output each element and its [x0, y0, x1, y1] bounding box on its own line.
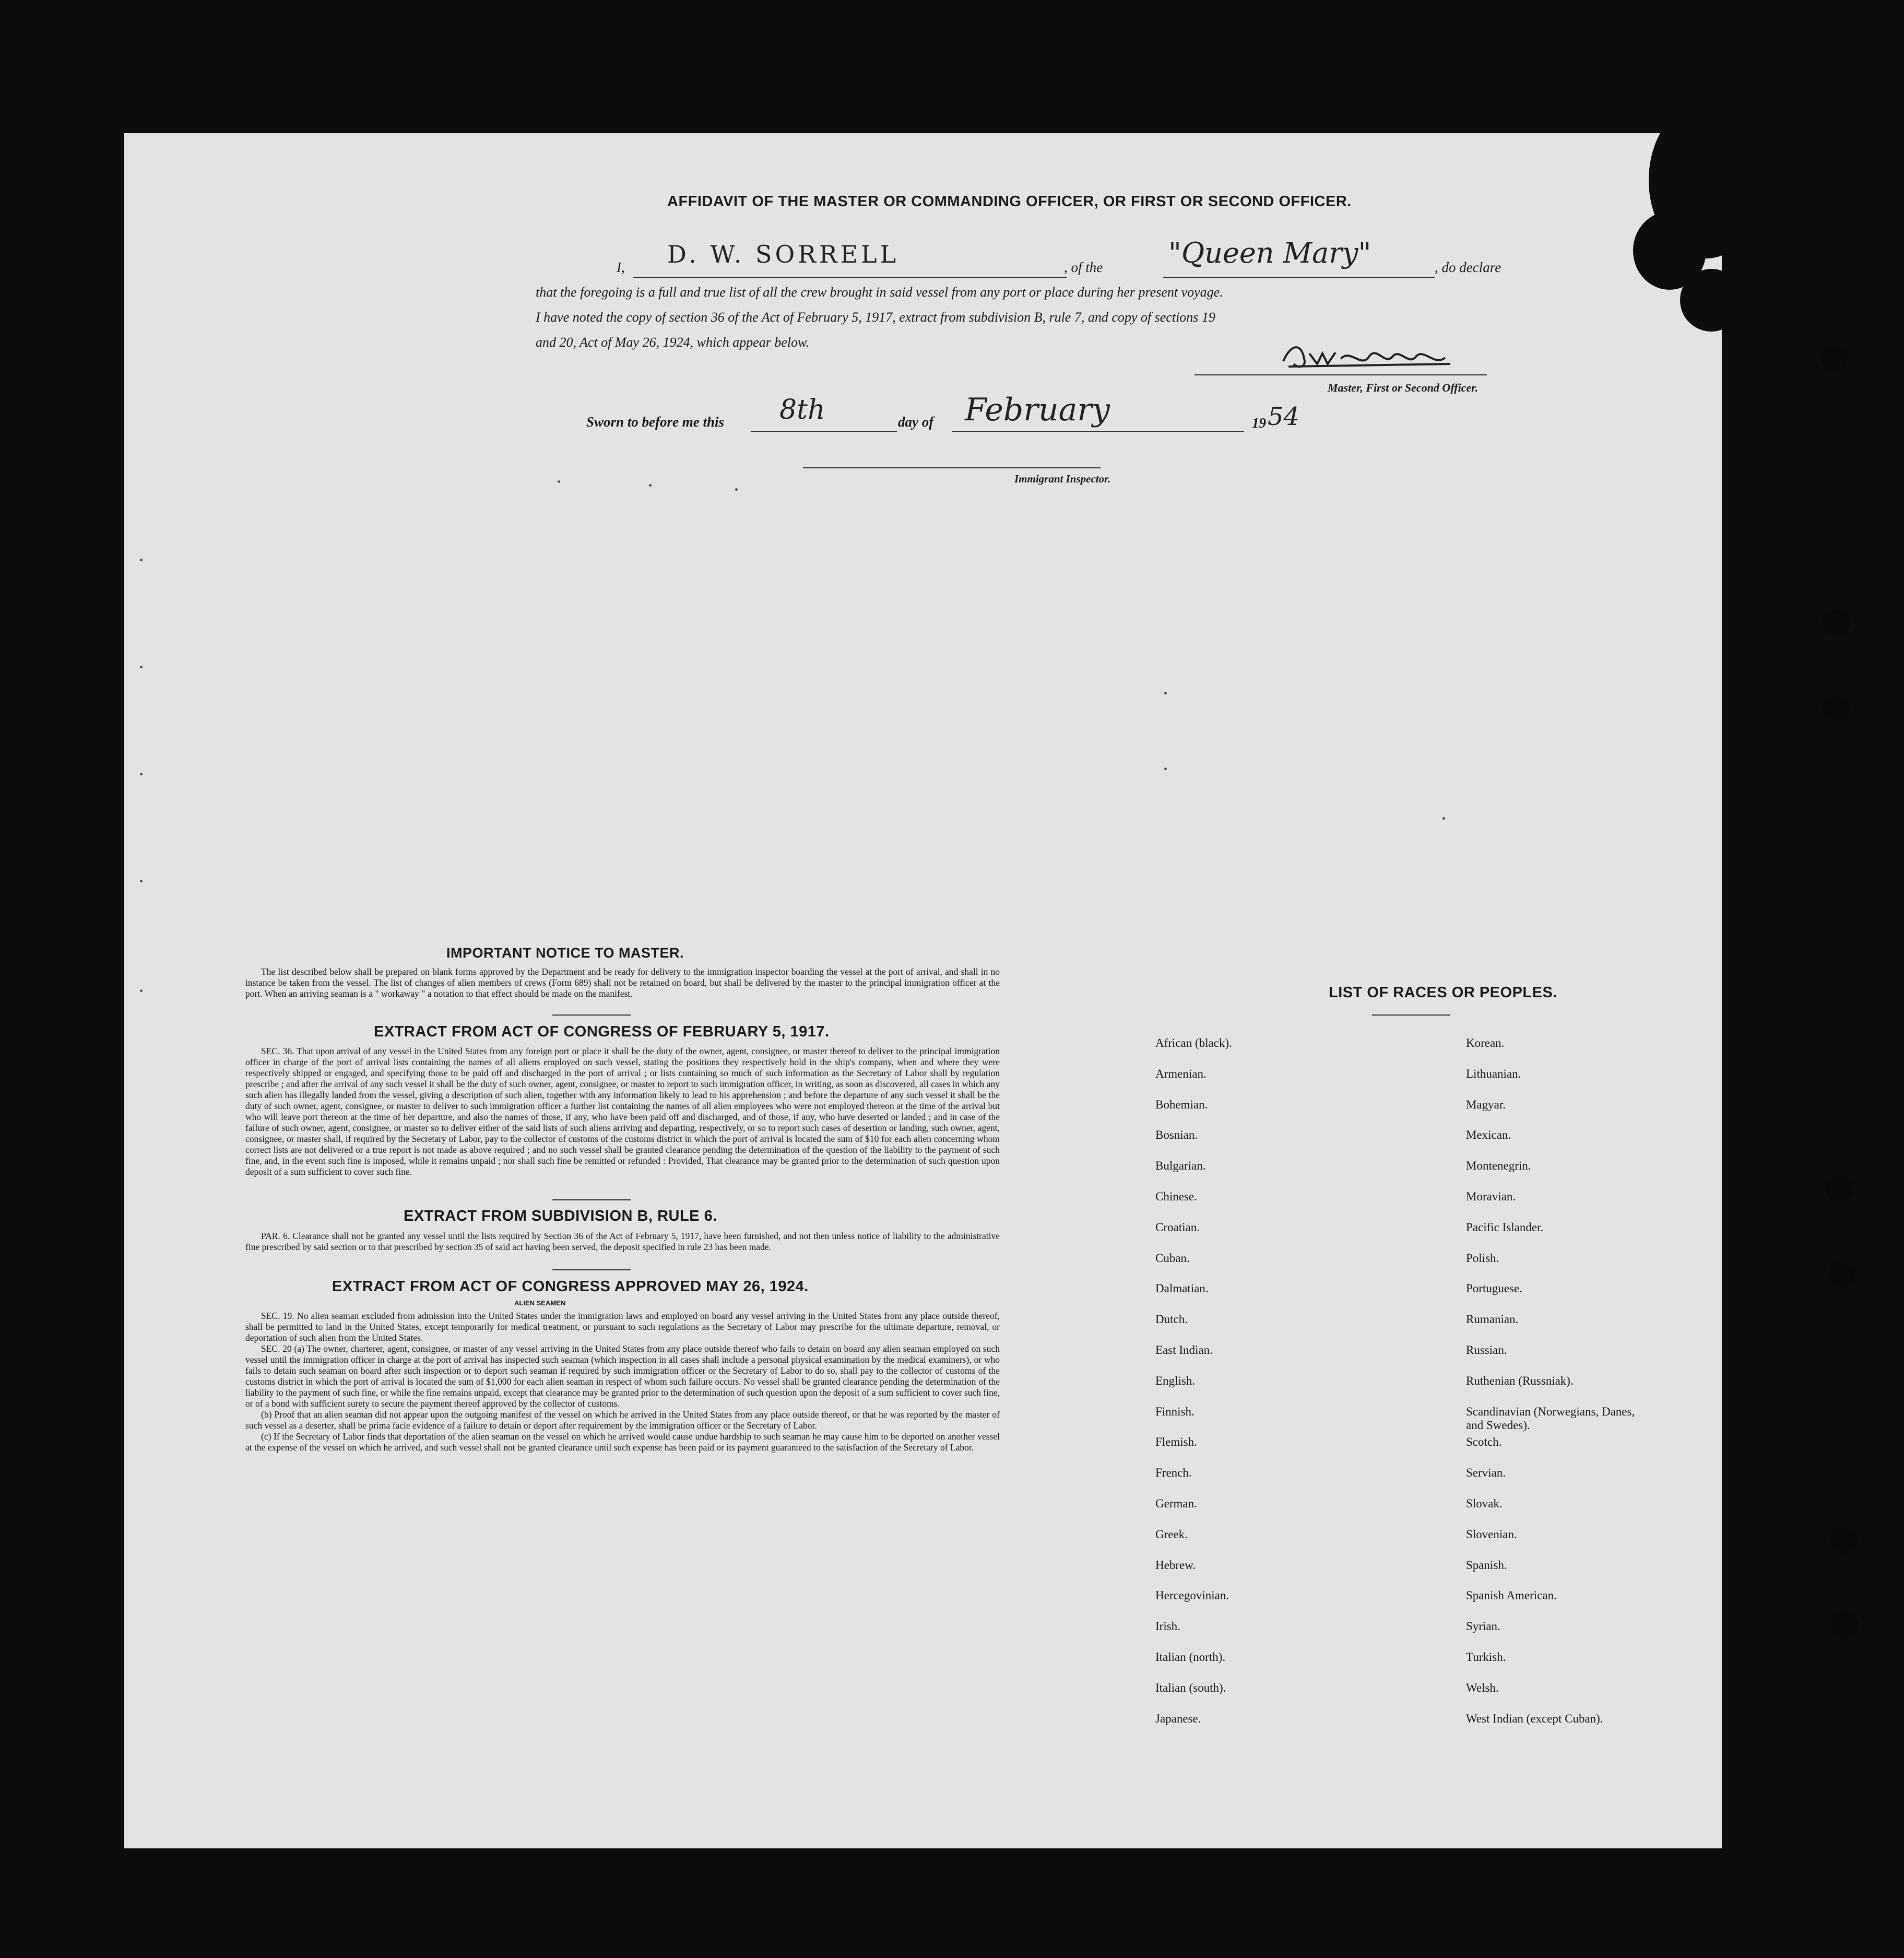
extract-1924-title: EXTRACT FROM ACT OF CONGRESS APPROVED MAY 26, 1924.: [332, 1278, 809, 1295]
master-name-handwritten: D. W. SORRELL: [667, 240, 900, 268]
race-item: Dutch.: [1155, 1313, 1188, 1326]
extract-1924-subtitle: ALIEN SEAMEN: [514, 1299, 566, 1307]
binder-hole: [1830, 1526, 1857, 1553]
race-item: Korean.: [1466, 1036, 1505, 1049]
affidavit-pronoun: I,: [617, 260, 625, 275]
race-item: Croatian.: [1155, 1220, 1200, 1234]
binder-hole: [1828, 1261, 1855, 1289]
bleed-dot: [649, 484, 652, 487]
race-item: Bohemian.: [1155, 1098, 1208, 1111]
binder-hole: [1831, 1611, 1859, 1638]
race-item: Armenian.: [1155, 1067, 1207, 1080]
race-item: Russian.: [1466, 1343, 1507, 1357]
sworn-month-line: [952, 431, 1244, 432]
race-item: Irish.: [1155, 1620, 1180, 1633]
race-item: Greek.: [1155, 1527, 1188, 1541]
sec-20b-paragraph: (b) Proof that an alien seaman did not appear upon the outgoing manifest of the vessel on which he arrived in the United States from any place outside thereof, or that he was reported by the master of such vessel as a deserter, shall be prima facie evidence of a failure to detain or deport after requirement by the immigration officer or the Secretary of Labor.: [245, 1409, 1000, 1431]
race-item: Slovak.: [1466, 1497, 1503, 1510]
race-item: Hercegovinian.: [1155, 1589, 1229, 1602]
race-item: Rumanian.: [1466, 1313, 1519, 1326]
race-item: Ruthenian (Russniak).: [1466, 1374, 1574, 1387]
race-item: Portuguese.: [1466, 1282, 1522, 1295]
vessel-name-line: [1163, 277, 1435, 278]
bleed-dot: [140, 880, 143, 882]
signature-caption: Master, First or Second Officer.: [1328, 381, 1479, 394]
race-item: Montenegrin.: [1466, 1159, 1531, 1173]
race-item: Lithuanian.: [1466, 1067, 1521, 1080]
bleed-dot: [558, 480, 560, 483]
sworn-prefix: Sworn to before me this: [586, 414, 725, 430]
bleed-dot: [1164, 768, 1167, 770]
inspector-caption: Immigrant Inspector.: [1014, 473, 1111, 485]
race-item: Scandinavian (Norwegians, Danes, and Swedes).: [1466, 1405, 1635, 1432]
race-item: Finnish.: [1155, 1405, 1195, 1418]
race-item: African (black).: [1155, 1036, 1232, 1049]
day-of-label: day of: [898, 414, 934, 430]
race-item: German.: [1155, 1497, 1197, 1510]
binder-hole: [1823, 609, 1850, 636]
bleed-dot: [140, 989, 143, 992]
binder-hole: [1823, 695, 1850, 723]
races-title: LIST OF RACES OR PEOPLES.: [1329, 984, 1557, 1001]
bleed-dot: [1164, 692, 1167, 694]
bleed-dot: [735, 488, 738, 491]
torn-corner-bottom: [1680, 269, 1743, 332]
subdivision-title: EXTRACT FROM SUBDIVISION B, RULE 6.: [404, 1208, 717, 1224]
affidavit-title: AFFIDAVIT OF THE MASTER OR COMMANDING OFFICER, OR FIRST OR SECOND OFFICER.: [667, 193, 1352, 210]
race-item: Turkish.: [1466, 1650, 1506, 1664]
race-item: Chinese.: [1155, 1190, 1197, 1203]
extract-1924-text: [245, 1311, 1000, 1453]
of-the-label: , of the: [1064, 260, 1103, 275]
binder-hole: [1826, 1176, 1853, 1203]
sec-36-paragraph: SEC. 36. That upon arrival of any vessel in the United States from any foreign port or place it shall be the duty of the owner, agent, consignee, or master thereof to deliver to the principal immigration officer in charge of the port of arrival lists containing the names of all aliens employed on such vessel, stating the positions they respectively hold in the ship's company, when and where they were respectively shipped or engaged, and specifying those to be paid off and discharged in the port of arrival ; or lists containing so much of such information as the Secretary of Labor shall by regulation prescribe ; and after the arrival of any such vessel it shall be the duty of such owner, agent, consignee, or master to report to such immigration officer, in writing, as soon as discovered, all cases in which any such alien has illegally landed from the vessel, giving a description of such alien, together with any information likely to lead to his apprehension ; and before the departure of any such vessel it shall be the duty of such owner, agent, consignee, or master to deliver to such immigration officer a further list containing the names of all alien employees who were not employed thereon at the time of the arrival but who will leave port thereon at the time of her departure, and also the names of those, if any, who have been paid off and discharged, and of those, if any, who have deserted or landed ; and in case of the failure of such owner, agent, consignee, or master so to deliver either of the said lists of such aliens arriving and departing, respectively, or so to report such cases of desertion or landing, such owner, agent, consignee, or master shall, if required by the Secretary of Labor, pay to the collector of customs of the customs district in which the port of arrival is located the sum of $10 for each alien concerning whom correct lists are not delivered or a true report is not made as above required ; and no such vessel shall be granted clearance pending the determination of the question of the liability to the payment of such fine, and, in the event such fine is imposed, while it remains unpaid ; nor shall such fine be remitted or refunded : Provided, That clearance may be granted prior to the determination of such question upon deposit of a sum sufficient to cover such fine.: [245, 1046, 1000, 1177]
sworn-month-handwritten: February: [965, 392, 1110, 428]
race-item: Bosnian.: [1155, 1128, 1198, 1142]
extract-1917-text: [245, 1046, 1000, 1177]
notice-title: IMPORTANT NOTICE TO MASTER.: [446, 945, 684, 961]
race-item: Hebrew.: [1155, 1558, 1196, 1572]
race-item: Dalmatian.: [1155, 1282, 1209, 1295]
sec-20a-paragraph: SEC. 20 (a) The owner, charterer, agent, consignee, or master of any vessel arriving in the United States from any place outside thereof who fails to detain on board any alien seaman employed on such vessel until the immigration officer in charge at the port of arrival has inspected such seaman (which inspection in all cases shall include a personal physical examination by the medical examiners), or who fails to detain such seaman on board after such inspection or to deport such seaman if required by such immigration officer or the Secretary of Labor to do so, shall pay to the collector of customs of the customs district in which the port of arrival is located the sum of $1,000 for each alien seaman in respect of whom such failure occurs. No vessel shall be granted clearance pending the determination of the liability to the payment of such fine, or while the fine remains unpaid, except that clearance may be granted prior to the determination of such question upon the deposit of a sum sufficient to cover such fine, or of a bond with sufficient surety to secure the payment thereof approved by the collector of customs.: [245, 1343, 1000, 1409]
race-item: Magyar.: [1466, 1098, 1506, 1111]
sec-19-paragraph: SEC. 19. No alien seaman excluded from admission into the United States under the immigration laws and employed on board any vessel arriving in the United States from any place outside thereof, shall be permitted to land in the United States, except temporarily for medical treatment, or pursuant to such regulations as the Secretary of Labor may prescribe for the ultimate departure, removal, or deportation of such alien from the United States.: [245, 1311, 1000, 1343]
race-item: Syrian.: [1466, 1620, 1500, 1633]
race-item: Spanish American.: [1466, 1589, 1557, 1602]
divider-1: [552, 1015, 631, 1016]
race-item: East Indian.: [1155, 1343, 1213, 1357]
race-item: Mexican.: [1466, 1128, 1511, 1142]
notice-text: [245, 966, 1000, 999]
year-suffix-handwritten: 54: [1268, 402, 1300, 431]
bleed-dot: [1442, 817, 1445, 820]
race-item: Polish.: [1466, 1251, 1499, 1265]
race-item: Bulgarian.: [1155, 1159, 1206, 1173]
race-item: West Indian (except Cuban).: [1466, 1712, 1603, 1725]
signature-line: [1195, 374, 1487, 375]
bleed-dot: [140, 666, 143, 668]
race-item: English.: [1155, 1374, 1196, 1387]
extract-1917-title: EXTRACT FROM ACT OF CONGRESS OF FEBRUARY 5, 1917.: [374, 1023, 830, 1040]
race-item: Pacific Islander.: [1466, 1220, 1544, 1234]
race-item: Italian (south).: [1155, 1681, 1226, 1694]
par-6-paragraph: PAR. 6. Clearance shall not be granted any vessel until the lists required by Section 36 of the Act of February 5, 1917, have been furnished, and not then unless notice of liability to the administrative fine prescribed by said section or to that prescribed by section 35 of said act having been served, the deposit specified in rule 23 has been made.: [245, 1231, 1000, 1252]
bleed-dot: [140, 559, 143, 561]
race-item: Slovenian.: [1466, 1527, 1517, 1541]
sec-20c-paragraph: (c) If the Secretary of Labor finds that deportation of the alien seaman on the vessel on which he arrived would cause undue hardship to such seaman he may cause him to be deported on another vessel at the expense of the vessel on which he arrived, and such vessel shall not be granted clearance until such expense has been paid or its payment guaranteed to the satisfaction of the Secretary of Labor.: [245, 1431, 1000, 1453]
race-item: Flemish.: [1155, 1435, 1197, 1449]
divider-3: [552, 1269, 631, 1270]
notice-paragraph: The list described below shall be prepared on blank forms approved by the Department and be ready for delivery to the immigration inspector boarding the vessel at the port of arrival, and shall in no instance be taken from the vessel. The list of changes of alien members of crews (Form 689) shall not be retained on board, but shall be delivered by the master to the principal immigration officer at the port. When an arriving seaman is a " workaway " a notation to that effect should be made on the manifest.: [245, 966, 1000, 999]
affidavit-line-2: that the foregoing is a full and true list of all the crew brought in said vessel from any port or place during her present voyage.: [536, 285, 1223, 300]
master-name-line: [633, 277, 1067, 278]
subdivision-text: [245, 1231, 1000, 1253]
race-item: Japanese.: [1155, 1712, 1201, 1725]
race-item: Scotch.: [1466, 1435, 1502, 1449]
vessel-name-handwritten: "Queen Mary": [1168, 237, 1371, 269]
race-item: Cuban.: [1155, 1251, 1190, 1265]
race-item: Italian (north).: [1155, 1650, 1226, 1664]
race-item: Servian.: [1466, 1466, 1506, 1480]
inspector-line: [803, 467, 1101, 468]
divider-2: [552, 1199, 631, 1200]
master-signature: [1278, 338, 1466, 374]
race-item: Welsh.: [1466, 1681, 1499, 1694]
affidavit-line-3: I have noted the copy of section 36 of the Act of February 5, 1917, extract from subdivision B, rule 7, and copy of sections 19: [536, 310, 1215, 325]
year-prefix: 19: [1252, 415, 1266, 431]
race-item: French.: [1155, 1466, 1192, 1480]
sworn-day-handwritten: 8th: [779, 394, 825, 426]
manifest-page: [124, 133, 1722, 1848]
do-declare-label: , do declare: [1435, 260, 1501, 275]
races-divider: [1372, 1015, 1450, 1016]
affidavit-line-4: and 20, Act of May 26, 1924, which appear below.: [536, 335, 810, 350]
binder-hole: [1821, 345, 1848, 372]
race-item: Spanish.: [1466, 1558, 1507, 1572]
sworn-day-line: [751, 431, 897, 432]
bleed-dot: [140, 773, 143, 775]
race-item: Moravian.: [1466, 1190, 1516, 1203]
